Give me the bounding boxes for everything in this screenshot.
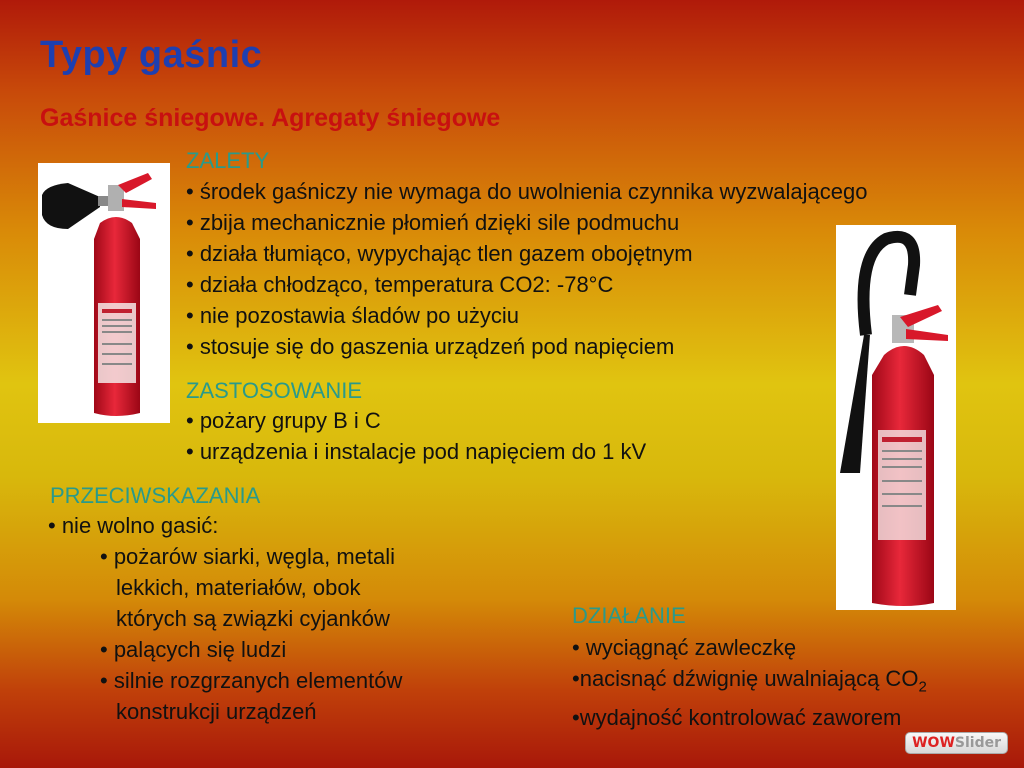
dzialanie-heading: DZIAŁANIE [572,603,686,628]
list-item: • silnie rozgrzanych elementów [100,668,403,693]
list-item: • działa chłodząco, temperatura CO2: -78°C [186,272,614,297]
list-item: konstrukcji urządzeń [116,699,317,724]
co2-subscript: 2 [918,678,927,696]
list-item: • pożarów siarki, węgla, metali [100,544,396,569]
list-item: • stosuje się do gaszenia urządzeń pod napięciem [186,334,675,359]
list-item: • nie wolno gasić: [48,513,219,538]
list-item: • nie pozostawia śladów po użyciu [186,303,519,328]
co2-extinguisher-image [38,163,170,423]
przeciwskazania-list [48,510,402,727]
list-item [572,663,927,702]
przeciwskazania-heading: PRZECIWSKAZANIA [50,483,261,508]
list-item: • urządzenia i instalacje pod napięciem do 1 kV [186,439,647,464]
list-item: lekkich, materiałów, obok [116,575,361,600]
list-item: których są związki cyjanków [116,606,390,631]
zastosowanie-list [186,405,646,467]
dzialanie-line2-text: •nacisnąć dźwignię uwalniającą CO [572,666,919,691]
slide-title: Typy gaśnic [40,34,263,76]
watermark-part2: Slider [954,735,1001,751]
wowslider-watermark[interactable] [905,732,1008,754]
list-item: • pożary grupy B i C [186,408,381,433]
list-item: • palących się ludzi [100,637,287,662]
zastosowanie-heading: ZASTOSOWANIE [186,378,363,403]
list-item: • wyciągnąć zawleczkę [572,635,797,660]
zalety-heading: ZALETY [186,148,270,173]
list-item: •wydajność kontrolować zaworem [572,705,902,731]
watermark-part1: WOW [912,735,955,751]
zalety-list [186,176,868,362]
list-item: • działa tłumiąco, wypychając tlen gazem obojętnym [186,241,693,266]
list-item: • zbija mechanicznie płomień dzięki sile podmuchu [186,210,680,235]
extinguisher-photo-left [38,163,170,423]
dzialanie-list [572,632,927,733]
slide-subtitle: Gaśnice śniegowe. Agregaty śniegowe [40,104,501,132]
list-item: • środek gaśniczy nie wymaga do uwolnienia czynnika wyzwalającego [186,179,868,204]
